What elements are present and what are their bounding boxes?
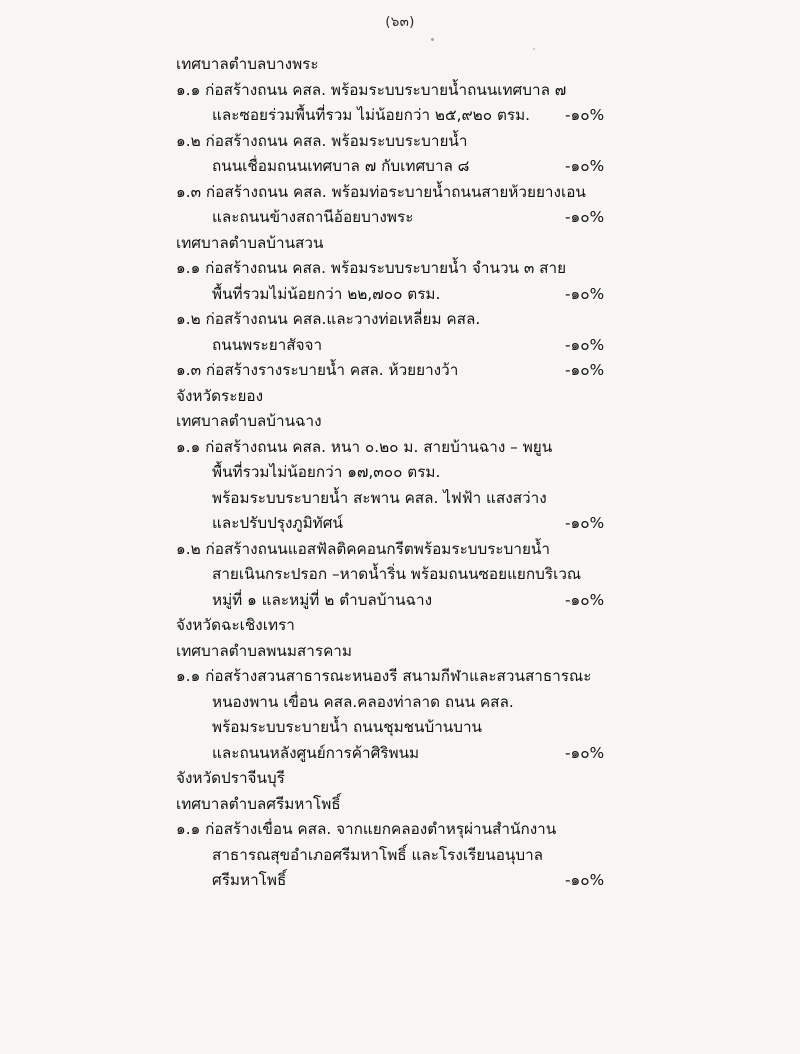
- document-line: [0, 78, 800, 104]
- document-line: [0, 766, 800, 792]
- document-line: [0, 613, 800, 639]
- line-text: ถนนพระยาสัจจา: [212, 335, 323, 354]
- line-text: เทศบาลตำบลบ้านสวน: [176, 233, 324, 252]
- document-line: [0, 409, 800, 435]
- line-text: ๑.๑ ก่อสร้างถนน คสล. พร้อมระบบระบายน้ำถนนเทศบาล ๗: [176, 80, 567, 99]
- line-text: ๑.๑ ก่อสร้างเขื่อน คสล. จากแยกคลองตำหรุผ่านสำนักงาน: [176, 820, 557, 838]
- document-line: [0, 129, 800, 155]
- document-line: [0, 256, 800, 282]
- line-text: จังหวัดฉะเชิงเทรา: [176, 616, 295, 634]
- line-text: ๑.๑ ก่อสร้างสวนสาธารณะหนองรี สนามกีฬาและสวนสาธารณะ: [176, 667, 592, 685]
- line-text: ศรีมหาโพธิ์: [212, 871, 287, 889]
- document-line: [0, 384, 800, 410]
- line-text: ๑.๑ ก่อสร้างถนน คสล. พร้อมระบบระบายน้ำ จำนวน ๓ สาย: [176, 259, 567, 277]
- document-line: [0, 486, 800, 512]
- document-line: [0, 792, 800, 818]
- line-text: เทศบาลตำบลบางพระ: [176, 55, 319, 73]
- document-line: [0, 205, 800, 231]
- line-text: และถนนหลังศูนย์การค้าศิริพนม: [212, 743, 420, 762]
- line-text: ๑.๓ ก่อสร้างรางระบายน้ำ คสล. ห้วยยางว้า: [176, 361, 459, 379]
- document-line: [0, 333, 800, 359]
- page-number: (๖๓): [385, 14, 415, 30]
- line-percentage: -๑๐%: [565, 208, 605, 226]
- document-line: [0, 103, 800, 129]
- line-text: ๑.๓ ก่อสร้างถนน คสล. พร้อมท่อระบายน้ำถนนสายห้วยยางเอน: [176, 182, 586, 201]
- line-text: ๑.๒ ก่อสร้างถนน คสล. พร้อมระบบระบายน้ำ: [176, 131, 468, 150]
- line-text: ๑.๒ ก่อสร้างถนนแอสฟัลติคคอนกรีตพร้อมระบบระบายน้ำ: [176, 539, 550, 558]
- line-text: เทศบาลตำบลบ้านฉาง: [176, 412, 322, 430]
- line-text: เทศบาลตำบลพนมสารคาม: [176, 641, 352, 660]
- document-line: [0, 511, 800, 537]
- document-line: [0, 868, 800, 894]
- scan-speck-icon: [533, 48, 535, 50]
- document-line: [0, 715, 800, 741]
- line-text: พื้นที่รวมไม่น้อยกว่า ๒๒,๗๐๐ ตรม.: [212, 284, 441, 303]
- document-line: [0, 537, 800, 563]
- line-text: และปรับปรุงภูมิทัศน์: [212, 514, 343, 532]
- line-text: หมู่ที่ ๑ และหมู่ที่ ๒ ตำบลบ้านฉาง: [212, 590, 433, 609]
- line-percentage: -๑๐%: [565, 335, 605, 354]
- line-text: ๑.๒ ก่อสร้างถนน คสล.และวางท่อเหลี่ยม คสล.: [176, 310, 481, 328]
- document-line: [0, 664, 800, 690]
- line-text: ถนนเชื่อมถนนเทศบาล ๗ กับเทศบาล ๘: [212, 157, 470, 175]
- line-text: พื้นที่รวมไม่น้อยกว่า ๑๗,๓๐๐ ตรม.: [212, 463, 441, 481]
- document-line: [0, 307, 800, 333]
- line-text: เทศบาลตำบลศรีมหาโพธิ์: [176, 794, 341, 813]
- document-line: [0, 562, 800, 588]
- line-percentage: -๑๐%: [565, 106, 605, 124]
- document-line: [0, 180, 800, 206]
- line-percentage: -๑๐%: [565, 284, 605, 303]
- document-line: [0, 358, 800, 384]
- line-text: ๑.๑ ก่อสร้างถนน คสล. หนา ๐.๒๐ ม. สายบ้านฉาง – พยูน: [176, 437, 553, 456]
- document-line: [0, 435, 800, 461]
- line-percentage: -๑๐%: [565, 157, 605, 175]
- line-text: และถนนข้างสถานีอ้อยบางพระ: [212, 208, 414, 226]
- line-text: พร้อมระบบระบายน้ำ ถนนชุมชนบ้านบาน: [212, 718, 483, 736]
- document-line: [0, 52, 800, 78]
- document-line: [0, 154, 800, 180]
- line-text: สายเนินกระปรอก –หาดน้ำริ่น พร้อมถนนซอยแยกบริเวณ: [212, 565, 582, 583]
- line-text: พร้อมระบบระบายน้ำ สะพาน คสล. ไฟฟ้า แสงสว่าง: [212, 488, 547, 507]
- line-percentage: -๑๐%: [565, 361, 605, 379]
- line-percentage: -๑๐%: [565, 590, 605, 609]
- line-text: หนองพาน เขื่อน คสล.คลองท่าลาด ถนน คสล.: [212, 692, 514, 711]
- document-line: [0, 639, 800, 665]
- document-body: [0, 52, 800, 894]
- line-percentage: -๑๐%: [565, 743, 605, 762]
- document-line: [0, 231, 800, 257]
- document-line: [0, 282, 800, 308]
- line-text: จังหวัดระยอง: [176, 386, 264, 405]
- line-percentage: -๑๐%: [565, 514, 605, 532]
- line-text: จังหวัดปราจีนบุรี: [176, 769, 285, 787]
- document-line: [0, 460, 800, 486]
- document-line: [0, 690, 800, 716]
- document-line: [0, 741, 800, 767]
- document-line: [0, 817, 800, 843]
- document-line: [0, 843, 800, 869]
- line-text: และซอยร่วมพื้นที่รวม ไม่น้อยกว่า ๒๕,๙๒๐ ตรม.: [212, 106, 531, 124]
- document-line: [0, 588, 800, 614]
- scan-speck-icon: [431, 38, 434, 41]
- line-percentage: -๑๐%: [565, 871, 605, 889]
- line-text: สาธารณสุขอำเภอศรีมหาโพธิ์ และโรงเรียนอนุบาล: [212, 845, 544, 864]
